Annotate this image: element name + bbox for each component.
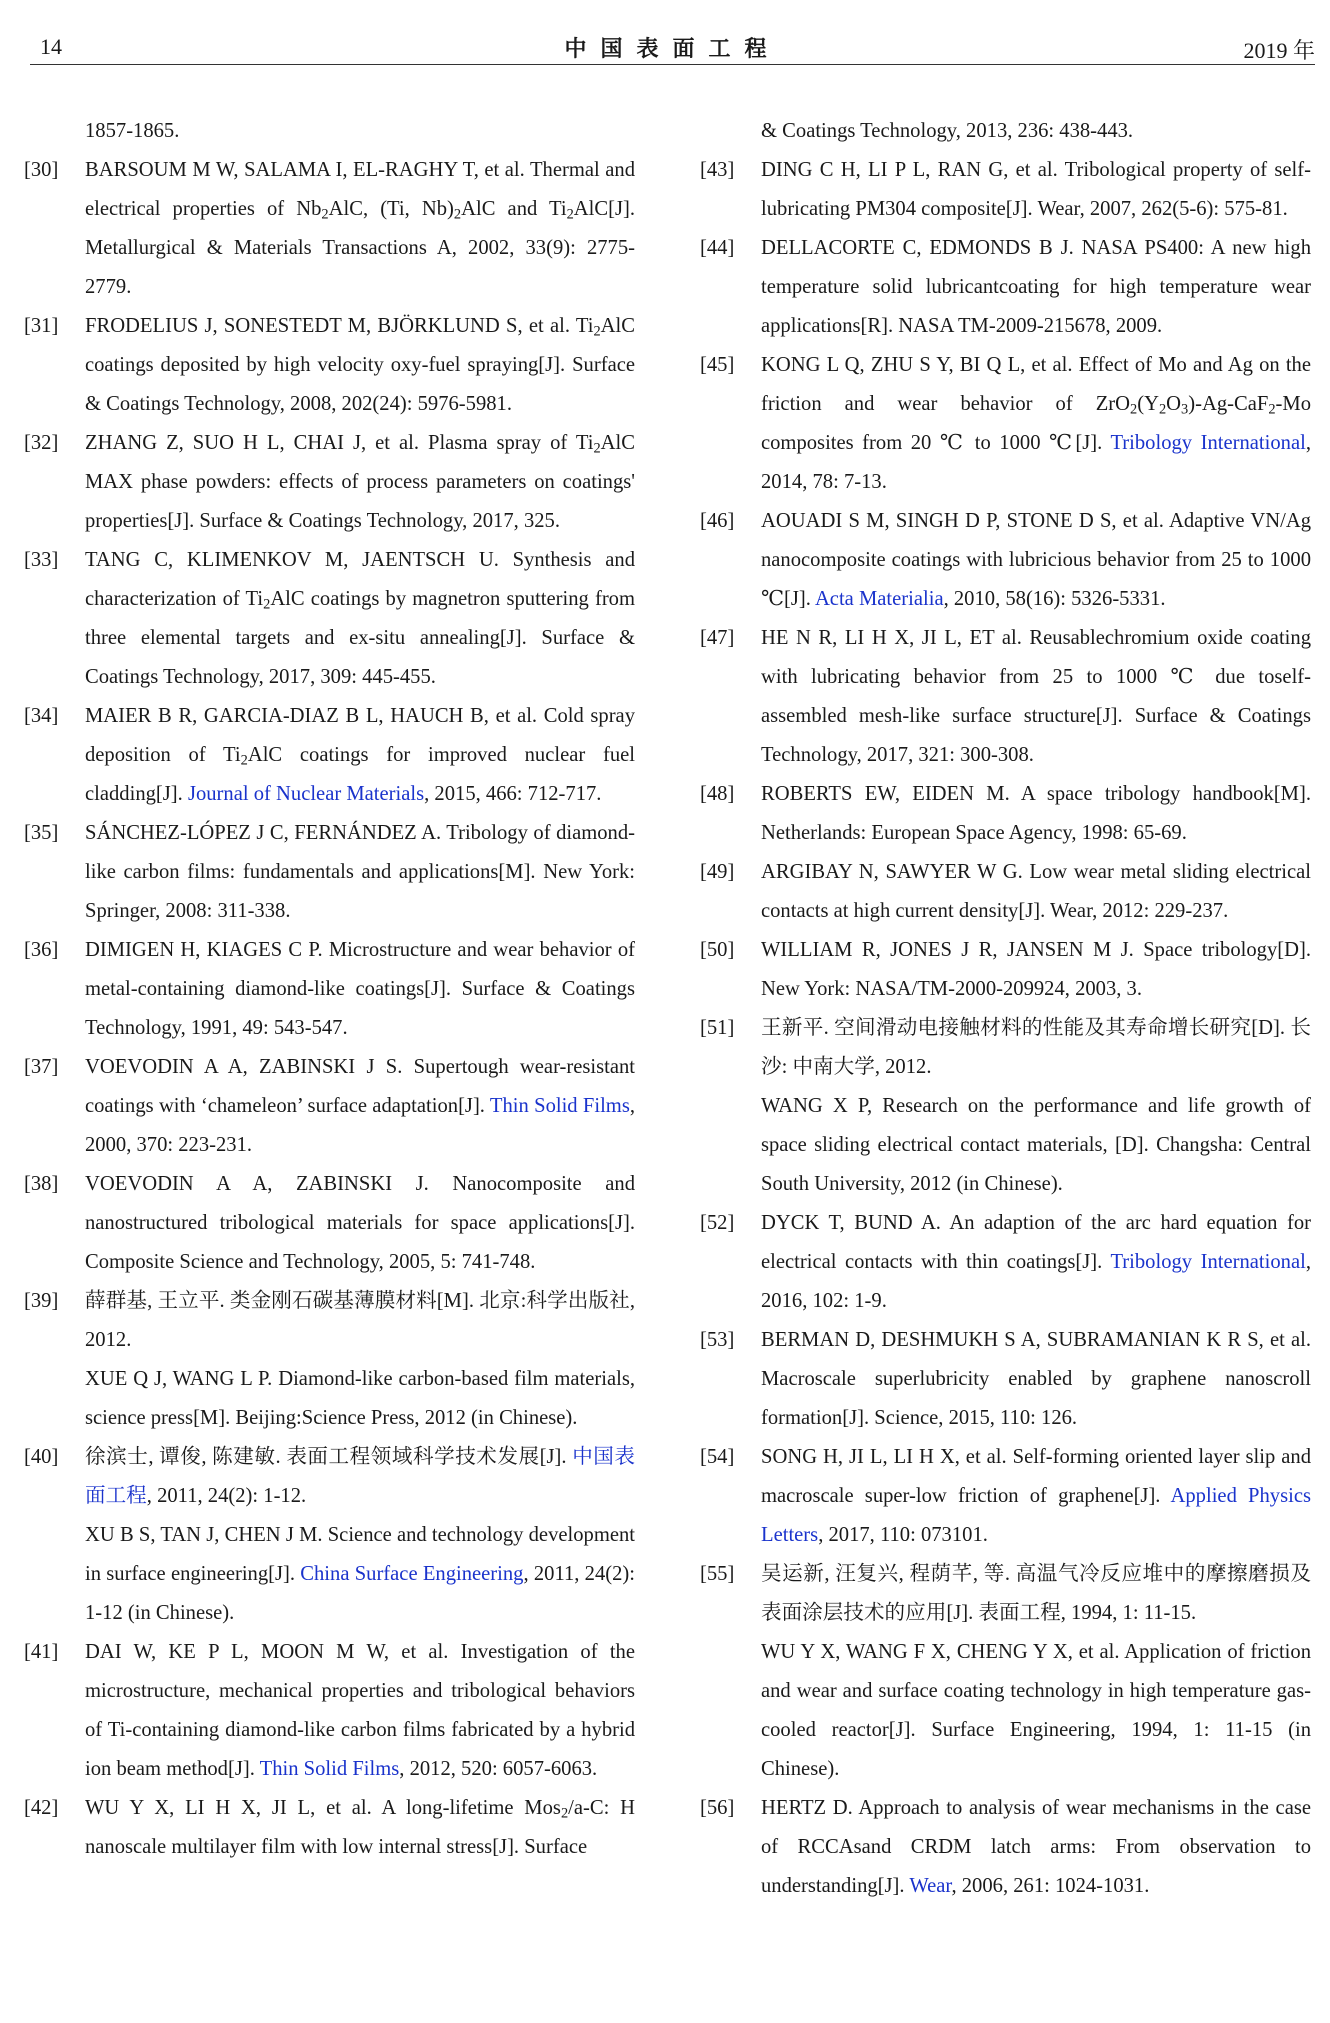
journal-link[interactable]: Tribology International xyxy=(1110,1251,1306,1273)
reference-body xyxy=(85,424,635,541)
reference-item xyxy=(700,1438,1311,1555)
reference-text: , 2011, 24(2): 1-12. xyxy=(146,1485,307,1507)
reference-text: DELLACORTE C, EDMONDS B J. NASA PS400: A new high temperature solid lubricantcoating for high temperature wear applications[R]. NASA TM-2009-215678, 2009. xyxy=(761,237,1311,337)
reference-text: , 2010, 58(16): 5326-5331. xyxy=(943,588,1166,610)
reference-number: [54] xyxy=(700,1446,735,1468)
reference-text: XU B S, TAN J, CHEN J M. Science and technology development in surface engineering[J]. xyxy=(85,1524,635,1585)
reference-text: ARGIBAY N, SAWYER W G. Low wear metal sliding electrical contacts at high current density[J]. Wear, 2012: 229-237. xyxy=(761,861,1311,922)
reference-body xyxy=(761,853,1311,931)
reference-body xyxy=(761,1789,1311,1906)
reference-text: BARSOUM M W, SALAMA I, EL-RAGHY T, et al. Thermal and electrical properties of Nb xyxy=(85,159,635,220)
reference-body xyxy=(85,814,635,931)
reference-number: [49] xyxy=(700,861,735,883)
reference-item xyxy=(700,619,1311,775)
reference-number: [44] xyxy=(700,237,735,259)
reference-item xyxy=(24,1438,635,1633)
reference-body xyxy=(85,1165,635,1282)
subscript: 2 xyxy=(263,596,271,613)
reference-text: WU Y X, LI H X, JI L, et al. A long-lifetime Mos xyxy=(85,1797,561,1819)
reference-item xyxy=(700,931,1311,1009)
issue-year: 2019 年 xyxy=(1243,38,1315,63)
reference-text: MAIER B R, GARCIA-DIAZ B L, HAUCH B, et al. Cold spray deposition of Ti xyxy=(85,705,635,766)
reference-item xyxy=(700,346,1311,502)
reference-item xyxy=(24,424,635,541)
reference-item xyxy=(24,151,635,307)
reference-text: 吴运新, 汪复兴, 程荫芊, 等. 高温气冷反应堆中的摩擦磨损及表面涂层技术的应用[J]. 表面工程, 1994, 1: 11-15. xyxy=(761,1563,1311,1624)
reference-body xyxy=(85,1282,635,1360)
reference-continuation: & Coatings Technology, 2013, 236: 438-443. xyxy=(761,120,1134,142)
reference-text: , 2000, 370: 223-231. xyxy=(85,1095,635,1156)
reference-item xyxy=(700,1555,1311,1789)
reference-number: [39] xyxy=(24,1290,59,1312)
left-column xyxy=(24,112,635,1867)
reference-text: )-Ag-CaF xyxy=(1188,393,1269,415)
reference-number: [41] xyxy=(24,1641,59,1663)
reference-text: DIMIGEN H, KIAGES C P. Microstructure and wear behavior of metal-containing diamond-like coatings[J]. Surface & Coatings Technology, 1991, 49: 543-547. xyxy=(85,939,635,1039)
journal-link[interactable]: Thin Solid Films xyxy=(259,1758,400,1780)
reference-item xyxy=(700,1321,1311,1438)
reference-text: BERMAN D, DESHMUKH S A, SUBRAMANIAN K R S, et al. Macroscale superlubricity enabled by graphene nanoscroll formation[J]. Science, 2015, 110: 126. xyxy=(761,1329,1311,1429)
reference-number: [31] xyxy=(24,315,59,337)
journal-link[interactable]: Tribology International xyxy=(1110,432,1306,454)
reference-number: [52] xyxy=(700,1212,735,1234)
subscript: 3 xyxy=(1181,401,1189,418)
reference-text: XUE Q J, WANG L P. Diamond-like carbon-based film materials, science press[M]. Beijing:Science Press, 2012 (in Chinese). xyxy=(85,1368,635,1429)
reference-text: , 2016, 102: 1-9. xyxy=(761,1251,1311,1312)
reference-text: SONG H, JI L, LI H X, et al. Self-forming oriented layer slip and macroscale super-low friction of graphene[J]. xyxy=(761,1446,1311,1507)
reference-body xyxy=(85,1438,635,1516)
reference-number: [34] xyxy=(24,705,59,727)
reference-text: TANG C, KLIMENKOV M, JAENTSCH U. Synthesis and characterization of Ti xyxy=(85,549,635,610)
reference-text: AlC coatings deposited by high velocity oxy-fuel spraying[J]. Surface & Coatings Technology, 2008, 202(24): 5976-5981. xyxy=(85,315,635,415)
reference-number: [45] xyxy=(700,354,735,376)
journal-link[interactable]: Applied Physics Letters xyxy=(761,1485,1311,1546)
reference-body xyxy=(761,619,1311,775)
subscript: 2 xyxy=(593,440,601,457)
reference-continuation: 1857-1865. xyxy=(85,120,180,142)
reference-body xyxy=(761,346,1311,502)
reference-body xyxy=(85,697,635,814)
reference-text: , 2015, 466: 712-717. xyxy=(424,783,602,805)
reference-item xyxy=(24,1282,635,1438)
reference-body xyxy=(761,1204,1311,1321)
reference-text: HERTZ D. Approach to analysis of wear mechanisms in the case of RCCAsand CRDM latch arms: From observation to understanding[J]. xyxy=(761,1797,1311,1897)
reference-text: AlC, (Ti, Nb) xyxy=(328,198,454,220)
reference-body xyxy=(761,931,1311,1009)
reference-body xyxy=(85,151,635,307)
subscript: 2 xyxy=(1158,401,1167,418)
reference-item xyxy=(700,1009,1311,1204)
reference-text: ROBERTS EW, EIDEN M. A space tribology handbook[M]. Netherlands: European Space Agency, 1998: 65-69. xyxy=(761,783,1311,844)
reference-text: WANG X P, Research on the performance and life growth of space sliding electrical contact materials, [D]. Changsha: Central South University, 2012 (in Chinese). xyxy=(761,1095,1311,1195)
reference-number: [55] xyxy=(700,1563,735,1585)
reference-item xyxy=(24,814,635,931)
reference-text: DING C H, LI P L, RAN G, et al. Tribological property of self-lubricating PM304 composite[J]. Wear, 2007, 262(5-6): 575-81. xyxy=(761,159,1311,220)
reference-text: VOEVODIN A A, ZABINSKI J S. Supertough wear-resistant coatings with ‘chameleon’ surface adaptation[J]. xyxy=(85,1056,635,1117)
reference-text: WILLIAM R, JONES J R, JANSEN M J. Space tribology[D]. New York: NASA/TM-2000-209924, 2003, 3. xyxy=(761,939,1311,1000)
reference-item xyxy=(700,1789,1311,1906)
reference-number: [38] xyxy=(24,1173,59,1195)
journal-link[interactable]: China Surface Engineering xyxy=(300,1563,524,1585)
reference-text: VOEVODIN A A, ZABINSKI J. Nanocomposite and nanostructured tribological materials for space applications[J]. Composite Science and Technology, 2005, 5: 741-748. xyxy=(85,1173,635,1273)
reference-text: , 2014, 78: 7-13. xyxy=(761,432,1311,493)
reference-text: (Y xyxy=(1137,393,1159,415)
reference-item xyxy=(700,502,1311,619)
page-number: 14 xyxy=(40,34,62,59)
subscript: 2 xyxy=(1130,401,1138,418)
reference-number: [42] xyxy=(24,1797,59,1819)
journal-link[interactable]: 中国表面工程 xyxy=(85,1446,636,1507)
reference-item xyxy=(24,931,635,1048)
reference-text: AlC[J]. Metallurgical & Materials Transactions A, 2002, 33(9): 2775-2779. xyxy=(85,198,636,298)
reference-number: [43] xyxy=(700,159,735,181)
reference-text: /a-C: H nanoscale multilayer film with low internal stress[J]. Surface xyxy=(85,1797,635,1858)
reference-body xyxy=(85,931,635,1048)
subscript: 2 xyxy=(593,323,601,340)
reference-item xyxy=(24,1633,635,1789)
reference-body xyxy=(761,1555,1311,1633)
reference-text: ZHANG Z, SUO H L, CHAI J, et al. Plasma spray of Ti xyxy=(85,432,594,454)
reference-english-translation xyxy=(85,1516,635,1633)
journal-link[interactable]: Acta Materialia xyxy=(814,588,944,610)
reference-text: 薛群基, 王立平. 类金刚石碳基薄膜材料[M]. 北京:科学出版社, 2012. xyxy=(85,1290,635,1351)
journal-title: 中国表面工程 xyxy=(564,36,781,61)
reference-text: 徐滨士, 谭俊, 陈建敏. 表面工程领域科学技术发展[J]. xyxy=(85,1446,573,1468)
reference-text: AlC MAX phase powders: effects of process parameters on coatings' properties[J]. Surface & Coatings Technology, 2017, 325. xyxy=(85,432,635,532)
reference-body xyxy=(85,1633,635,1789)
reference-number: [33] xyxy=(24,549,59,571)
reference-list xyxy=(700,151,1311,1906)
reference-text: DAI W, KE P L, MOON M W, et al. Investigation of the microstructure, mechanical properties and tribological behaviors of Ti-containing diamond-like carbon films fabricated by a hybrid ion beam method[J]. xyxy=(85,1641,635,1780)
reference-item xyxy=(24,1789,635,1867)
reference-text: WU Y X, WANG F X, CHENG Y X, et al. Application of friction and wear and surface coating technology in high temperature gas-cooled reactor[J]. Surface Engineering, 1994, 1: 11-15 (in Chinese). xyxy=(761,1641,1311,1780)
reference-item xyxy=(700,775,1311,853)
reference-number: [30] xyxy=(24,159,59,181)
reference-text: AlC coatings for improved nuclear fuel cladding[J]. xyxy=(85,744,635,805)
reference-body xyxy=(761,1009,1311,1087)
reference-number: [36] xyxy=(24,939,59,961)
reference-item xyxy=(700,1204,1311,1321)
reference-number: [47] xyxy=(700,627,735,649)
running-header xyxy=(30,28,1315,65)
reference-text: FRODELIUS J, SONESTEDT M, BJÖRKLUND S, et al. Ti xyxy=(85,315,594,337)
reference-text: DYCK T, BUND A. An adaption of the arc hard equation for electrical contacts with thin coatings[J]. xyxy=(761,1212,1311,1273)
journal-link[interactable]: Thin Solid Films xyxy=(489,1095,630,1117)
reference-body xyxy=(761,1438,1311,1555)
reference-text: , 2017, 110: 073101. xyxy=(818,1524,988,1546)
subscript: 2 xyxy=(1268,401,1276,418)
reference-text: -Mo composites from 20 ℃ to 1000 ℃[J]. xyxy=(761,393,1311,454)
subscript: 2 xyxy=(453,206,462,223)
reference-item xyxy=(700,151,1311,229)
subscript: 2 xyxy=(321,206,329,223)
reference-body xyxy=(761,229,1311,346)
reference-body xyxy=(761,502,1311,619)
reference-body xyxy=(761,1321,1311,1438)
reference-text: 王新平. 空间滑动电接触材料的性能及其寿命增长研究[D]. 长沙: 中南大学, 2012. xyxy=(761,1017,1311,1078)
reference-text: AlC and Ti xyxy=(461,198,567,220)
reference-item xyxy=(24,541,635,697)
reference-english-translation xyxy=(761,1087,1311,1204)
reference-text: HE N R, LI H X, JI L, ET al. Reusablechromium oxide coating with lubricating behavior from 25 to 1000 ℃ due toself-assembled mesh-like surface structure[J]. Surface & Coatings Technology, 2017, 321: 300-308. xyxy=(761,627,1311,766)
reference-body xyxy=(85,1048,635,1165)
reference-body xyxy=(85,541,635,697)
reference-item xyxy=(24,697,635,814)
reference-list xyxy=(24,151,635,1867)
reference-text: AlC coatings by magnetron sputtering from three elemental targets and ex-situ annealing[J]. Surface & Coatings Technology, 2017, 309: 445-455. xyxy=(85,588,635,688)
reference-number: [48] xyxy=(700,783,735,805)
subscript: 2 xyxy=(240,752,248,769)
reference-text: , 2006, 261: 1024-1031. xyxy=(951,1875,1150,1897)
reference-body xyxy=(85,307,635,424)
reference-body xyxy=(761,775,1311,853)
reference-number: [51] xyxy=(700,1017,735,1039)
reference-text: , 2012, 520: 6057-6063. xyxy=(399,1758,598,1780)
right-column xyxy=(700,112,1311,1906)
reference-number: [50] xyxy=(700,939,735,961)
reference-text: , 2011, 24(2): 1-12 (in Chinese). xyxy=(85,1563,635,1624)
reference-item xyxy=(24,307,635,424)
reference-item xyxy=(24,1165,635,1282)
reference-text: KONG L Q, ZHU S Y, BI Q L, et al. Effect of Mo and Ag on the friction and wear behavior of ZrO xyxy=(761,354,1311,415)
reference-number: [56] xyxy=(700,1797,735,1819)
reference-number: [53] xyxy=(700,1329,735,1351)
reference-text: SÁNCHEZ-LÓPEZ J C, FERNÁNDEZ A. Tribology of diamond-like carbon films: fundamentals and applications[M]. New York: Springer, 2008: 311-338. xyxy=(85,822,635,922)
reference-number: [32] xyxy=(24,432,59,454)
reference-number: [35] xyxy=(24,822,59,844)
reference-item xyxy=(700,229,1311,346)
subscript: 2 xyxy=(560,1805,569,1822)
reference-text: AOUADI S M, SINGH D P, STONE D S, et al. Adaptive VN/Ag nanocomposite coatings with lubricious behavior from 25 to 1000 ℃[J]. xyxy=(761,510,1311,610)
subscript: 2 xyxy=(566,206,574,223)
reference-text: O xyxy=(1166,393,1182,415)
reference-number: [40] xyxy=(24,1446,59,1468)
journal-link[interactable]: Wear xyxy=(909,1875,952,1897)
reference-body xyxy=(761,151,1311,229)
reference-english-translation xyxy=(85,1360,635,1438)
reference-item xyxy=(24,1048,635,1165)
journal-link[interactable]: Journal of Nuclear Materials xyxy=(187,783,425,805)
reference-number: [46] xyxy=(700,510,735,532)
reference-english-translation xyxy=(761,1633,1311,1789)
reference-number: [37] xyxy=(24,1056,59,1078)
reference-item xyxy=(700,853,1311,931)
reference-body xyxy=(85,1789,635,1867)
